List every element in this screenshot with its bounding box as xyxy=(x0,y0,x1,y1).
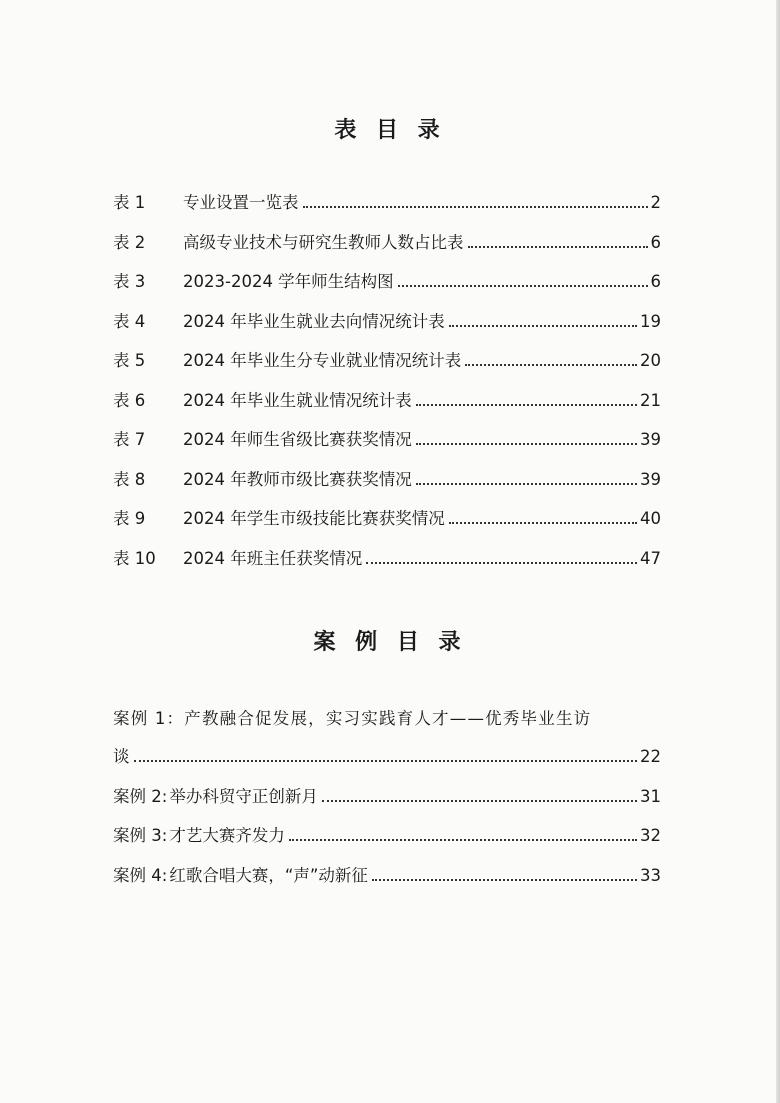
table-label: 表 4 xyxy=(113,312,146,331)
dot-leader xyxy=(416,483,637,485)
table-label: 表 5 xyxy=(113,351,146,370)
toc-row-table-9 xyxy=(113,506,661,532)
table-title: 2024 年师生省级比赛获奖情况 xyxy=(183,430,412,449)
case-title-line1: 产教融合促发展，实习实践育人才——优秀毕业生访 xyxy=(184,709,592,728)
case-title-line2: 谈 xyxy=(113,747,130,766)
table-label: 表 9 xyxy=(113,509,146,528)
table-title: 2024 年毕业生就业情况统计表 xyxy=(183,391,412,410)
toc-row-case-4 xyxy=(113,863,661,889)
table-label: 表 1 xyxy=(113,193,146,212)
toc-row-case-3 xyxy=(113,823,661,849)
page-number: 6 xyxy=(650,272,661,291)
table-title: 2024 年毕业生就业去向情况统计表 xyxy=(183,312,445,331)
page-number: 2 xyxy=(650,193,661,212)
table-label: 表 6 xyxy=(113,391,146,410)
toc-row-table-3 xyxy=(113,269,661,295)
table-label: 表 2 xyxy=(113,233,146,252)
case-label: 案例 3: xyxy=(113,826,168,845)
dot-leader xyxy=(465,364,637,366)
table-title: 2023-2024 学年师生结构图 xyxy=(183,272,394,291)
toc-row-case-2 xyxy=(113,784,661,810)
table-title: 2024 年教师市级比赛获奖情况 xyxy=(183,470,412,489)
dot-leader xyxy=(372,879,637,881)
page-number: 19 xyxy=(640,312,661,331)
table-label: 表 7 xyxy=(113,430,146,449)
toc-row-case-1-line2 xyxy=(113,744,661,770)
table-title: 专业设置一览表 xyxy=(183,193,299,212)
dot-leader xyxy=(322,800,637,802)
page-number: 40 xyxy=(640,509,661,528)
dot-leader xyxy=(468,246,648,248)
table-title: 2024 年毕业生分专业就业情况统计表 xyxy=(183,351,462,370)
dot-leader xyxy=(416,443,637,445)
toc-row-table-10 xyxy=(113,546,661,572)
page-number: 20 xyxy=(640,351,661,370)
page-number: 21 xyxy=(640,391,661,410)
toc-row-table-7 xyxy=(113,427,661,453)
table-title: 高级专业技术与研究生教师人数占比表 xyxy=(183,233,464,252)
case-label: 案例 2: xyxy=(113,787,168,806)
dot-leader xyxy=(416,404,637,406)
page-number: 39 xyxy=(640,430,661,449)
case-label: 案例 4: xyxy=(113,866,168,885)
page-number: 39 xyxy=(640,470,661,489)
table-label: 表 8 xyxy=(113,470,146,489)
page-number: 47 xyxy=(640,549,661,568)
toc-row-table-2 xyxy=(113,230,661,256)
page-number: 31 xyxy=(640,787,661,806)
dot-leader xyxy=(303,206,648,208)
toc-row-table-8 xyxy=(113,467,661,493)
toc-row-case-1-line1 xyxy=(113,706,661,732)
page-number: 32 xyxy=(640,826,661,845)
dot-leader xyxy=(366,562,637,564)
cases-toc-title: 案 例 目 录 xyxy=(313,630,467,655)
dot-leader xyxy=(398,285,648,287)
dot-leader xyxy=(449,325,637,327)
dot-leader xyxy=(289,839,637,841)
page-number: 6 xyxy=(650,233,661,252)
table-label: 表 10 xyxy=(113,549,156,568)
case-title: 才艺大赛齐发力 xyxy=(169,826,285,845)
table-label: 表 3 xyxy=(113,272,146,291)
dot-leader xyxy=(449,522,637,524)
toc-row-table-6 xyxy=(113,388,661,414)
dot-leader xyxy=(134,760,638,762)
toc-row-table-4 xyxy=(113,309,661,335)
table-title: 2024 年班主任获奖情况 xyxy=(183,549,363,568)
page-number: 22 xyxy=(640,747,661,766)
scan-edge xyxy=(776,0,780,1103)
toc-row-table-5 xyxy=(113,348,661,374)
case-title: 红歌合唱大赛，“声”动新征 xyxy=(169,866,368,885)
case-label: 案例 1： xyxy=(113,709,185,728)
page-number: 33 xyxy=(640,866,661,885)
case-title: 举办科贸守正创新月 xyxy=(169,787,318,806)
tables-toc-title: 表 目 录 xyxy=(334,118,446,143)
toc-row-table-1 xyxy=(113,190,661,216)
table-title: 2024 年学生市级技能比赛获奖情况 xyxy=(183,509,445,528)
